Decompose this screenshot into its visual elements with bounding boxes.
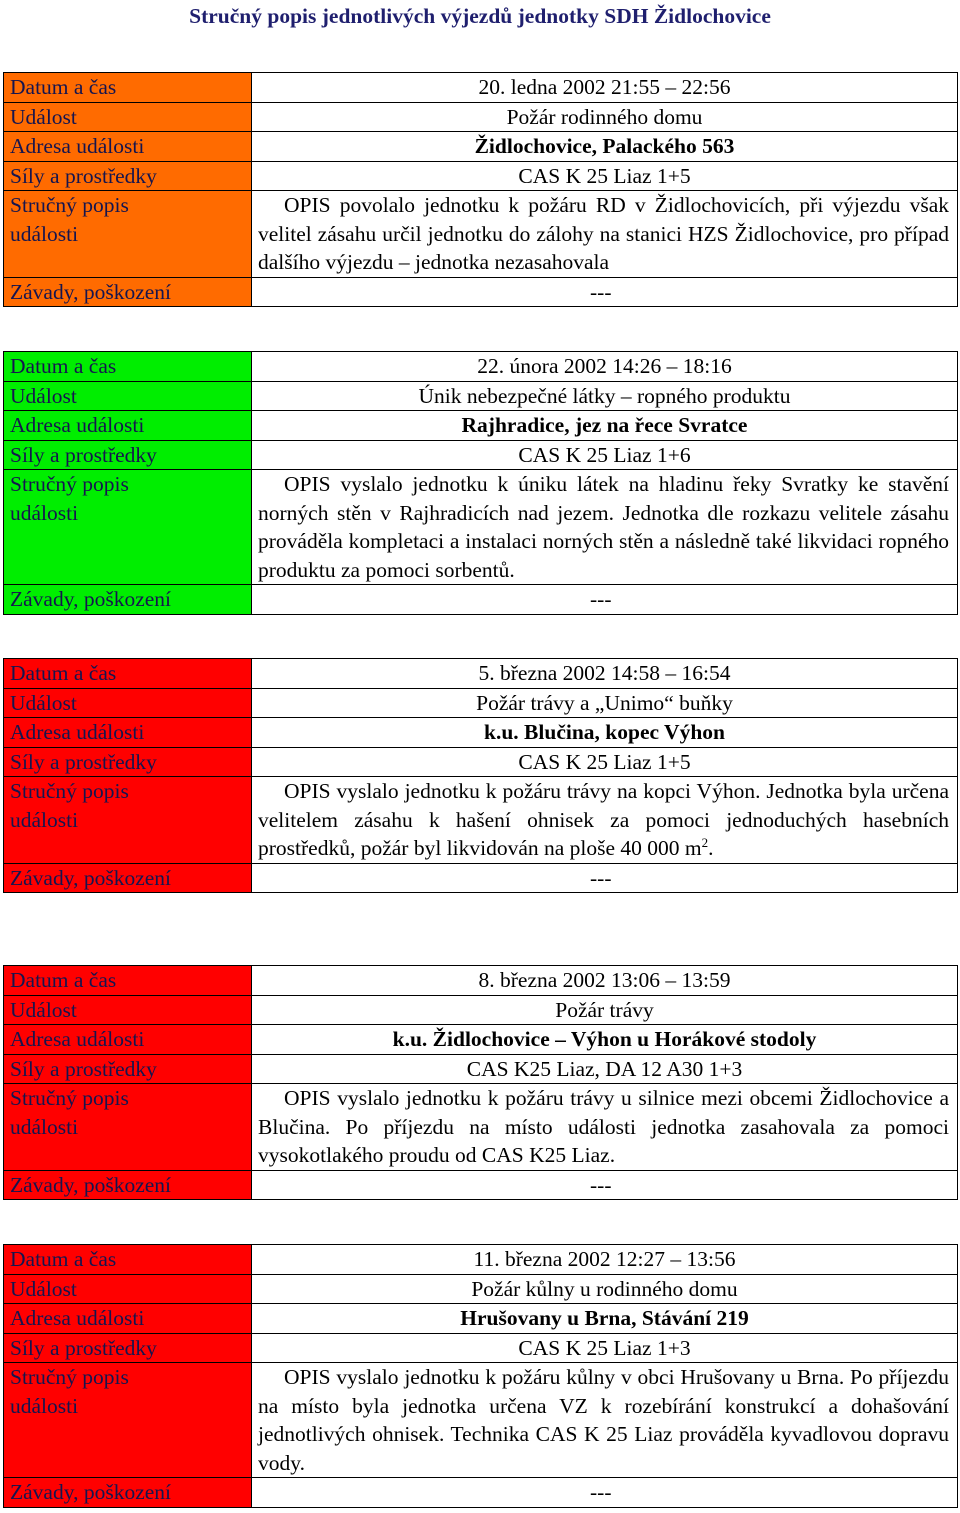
label-zavady: Závady, poškození bbox=[4, 1170, 252, 1200]
row-adresa bbox=[4, 1304, 958, 1334]
row-adresa bbox=[4, 132, 958, 162]
label-popis bbox=[4, 1363, 252, 1478]
label-popis bbox=[4, 1084, 252, 1171]
value-udalost: Požár kůlny u rodinného domu bbox=[252, 1274, 958, 1304]
value-zavady: --- bbox=[252, 585, 958, 615]
row-popis bbox=[4, 777, 958, 864]
label-sily: Síly a prostředky bbox=[4, 161, 252, 191]
popis-text: OPIS vyslalo jednotku k požáru trávy na kopci Výhon. Jednotka byla určena velitelem zásahu k hašení ohnisek za pomoci jednoduchých hasebních prostředků, požár byl likvidován na ploše 40 000 m bbox=[258, 779, 949, 860]
label-udalost: Událost bbox=[4, 1274, 252, 1304]
label-udalost: Událost bbox=[4, 381, 252, 411]
value-popis bbox=[252, 1363, 958, 1478]
row-zavady bbox=[4, 1170, 958, 1200]
value-datum: 20. ledna 2002 21:55 – 22:56 bbox=[252, 73, 958, 103]
callout-record-table bbox=[3, 965, 958, 1200]
value-udalost: Požár rodinného domu bbox=[252, 102, 958, 132]
row-popis bbox=[4, 1084, 958, 1171]
row-zavady bbox=[4, 277, 958, 307]
popis-text: OPIS povolalo jednotku k požáru RD v Židlochovicích, při výjezdu však velitel zásahu určil jednotku do zálohy na stanici HZS Židlochovice, pro případ dalšího výjezdu – jednotka nezasahovala bbox=[258, 193, 949, 274]
row-zavady bbox=[4, 863, 958, 893]
row-zavady bbox=[4, 1478, 958, 1508]
row-sily bbox=[4, 161, 958, 191]
label-sily: Síly a prostředky bbox=[4, 1333, 252, 1363]
value-adresa: Židlochovice, Palackého 563 bbox=[252, 132, 958, 162]
label-popis-line2: události bbox=[10, 221, 79, 246]
value-adresa: k.u. Blučina, kopec Výhon bbox=[252, 718, 958, 748]
row-udalost bbox=[4, 688, 958, 718]
row-adresa bbox=[4, 411, 958, 441]
label-popis bbox=[4, 777, 252, 864]
label-adresa: Adresa události bbox=[4, 1025, 252, 1055]
row-udalost bbox=[4, 381, 958, 411]
value-udalost: Požár trávy a „Unimo“ buňky bbox=[252, 688, 958, 718]
value-sily: CAS K 25 Liaz 1+5 bbox=[252, 747, 958, 777]
row-adresa bbox=[4, 1025, 958, 1055]
row-adresa bbox=[4, 718, 958, 748]
row-datum bbox=[4, 966, 958, 996]
row-sily bbox=[4, 440, 958, 470]
label-zavady: Závady, poškození bbox=[4, 277, 252, 307]
row-udalost bbox=[4, 102, 958, 132]
label-adresa: Adresa události bbox=[4, 1304, 252, 1334]
row-datum bbox=[4, 73, 958, 103]
value-adresa: k.u. Židlochovice – Výhon u Horákové stodoly bbox=[252, 1025, 958, 1055]
row-popis bbox=[4, 470, 958, 585]
label-sily: Síly a prostředky bbox=[4, 1054, 252, 1084]
popis-text-wrap bbox=[258, 777, 949, 863]
value-zavady: --- bbox=[252, 863, 958, 893]
value-zavady: --- bbox=[252, 1170, 958, 1200]
row-datum bbox=[4, 1245, 958, 1275]
row-sily bbox=[4, 1054, 958, 1084]
label-zavady: Závady, poškození bbox=[4, 585, 252, 615]
label-datum: Datum a čas bbox=[4, 966, 252, 996]
label-udalost: Událost bbox=[4, 688, 252, 718]
value-sily: CAS K 25 Liaz 1+6 bbox=[252, 440, 958, 470]
row-sily bbox=[4, 747, 958, 777]
label-sily: Síly a prostředky bbox=[4, 747, 252, 777]
value-popis bbox=[252, 470, 958, 585]
label-popis-line2: události bbox=[10, 1114, 79, 1139]
callout-record-table bbox=[3, 658, 958, 893]
value-adresa: Hrušovany u Brna, Stávání 219 bbox=[252, 1304, 958, 1334]
value-datum: 11. března 2002 12:27 – 13:56 bbox=[252, 1245, 958, 1275]
value-udalost: Požár trávy bbox=[252, 995, 958, 1025]
value-popis bbox=[252, 191, 958, 278]
label-zavady: Závady, poškození bbox=[4, 863, 252, 893]
label-popis bbox=[4, 191, 252, 278]
label-datum: Datum a čas bbox=[4, 73, 252, 103]
label-popis-line2: události bbox=[10, 500, 79, 525]
popis-text-end: . bbox=[708, 836, 714, 860]
callout-record-table bbox=[3, 351, 958, 615]
popis-text: OPIS vyslalo jednotku k požáru trávy u silnice mezi obcemi Židlochovice a Blučina. Po příjezdu na místo události jednotka zasahovala za pomoci vysokotlakého proudu od CAS K25 Liaz. bbox=[258, 1086, 949, 1167]
label-udalost: Událost bbox=[4, 102, 252, 132]
value-sily: CAS K 25 Liaz 1+3 bbox=[252, 1333, 958, 1363]
label-popis-line1: Stručný popis bbox=[10, 193, 129, 217]
value-zavady: --- bbox=[252, 277, 958, 307]
row-popis bbox=[4, 191, 958, 278]
document-title: Stručný popis jednotlivých výjezdů jednotky SDH Židlochovice bbox=[189, 4, 771, 28]
label-popis-line1: Stručný popis bbox=[10, 472, 129, 496]
value-datum: 5. března 2002 14:58 – 16:54 bbox=[252, 659, 958, 689]
label-datum: Datum a čas bbox=[4, 1245, 252, 1275]
label-datum: Datum a čas bbox=[4, 659, 252, 689]
row-sily bbox=[4, 1333, 958, 1363]
label-popis-line2: události bbox=[10, 807, 79, 832]
label-popis-line1: Stručný popis bbox=[10, 779, 129, 803]
label-adresa: Adresa události bbox=[4, 132, 252, 162]
popis-text: OPIS vyslalo jednotku k úniku látek na hladinu řeky Svratky ke stavění norných stěn v Rajhradicích nad jezem. Jednotka dle rozkazu velitele zásahu prováděla kompletaci a instalaci norných stěn a následně také likvidaci ropného produktu za pomoci sorbentů. bbox=[258, 472, 949, 582]
label-adresa: Adresa události bbox=[4, 718, 252, 748]
value-sily: CAS K25 Liaz, DA 12 A30 1+3 bbox=[252, 1054, 958, 1084]
value-udalost: Únik nebezpečné látky – ropného produktu bbox=[252, 381, 958, 411]
callout-record-table bbox=[3, 72, 958, 307]
label-popis-line1: Stručný popis bbox=[10, 1365, 129, 1389]
row-udalost bbox=[4, 1274, 958, 1304]
label-udalost: Událost bbox=[4, 995, 252, 1025]
label-zavady: Závady, poškození bbox=[4, 1478, 252, 1508]
popis-text: OPIS vyslalo jednotku k požáru kůlny v obci Hrušovany u Brna. Po příjezdu na místo byla jednotka určena VZ k rozebírání konstrukcí a dohašování jednotlivých ohnisek. Technika CAS K 25 Liaz prováděla kyvadlovou dopravu vody. bbox=[258, 1365, 949, 1475]
callout-record-table bbox=[3, 1244, 958, 1508]
row-zavady bbox=[4, 585, 958, 615]
label-popis-line2: události bbox=[10, 1393, 79, 1418]
label-adresa: Adresa události bbox=[4, 411, 252, 441]
label-popis bbox=[4, 470, 252, 585]
value-sily: CAS K 25 Liaz 1+5 bbox=[252, 161, 958, 191]
value-popis bbox=[252, 1084, 958, 1171]
value-popis bbox=[252, 777, 958, 864]
value-datum: 8. března 2002 13:06 – 13:59 bbox=[252, 966, 958, 996]
label-sily: Síly a prostředky bbox=[4, 440, 252, 470]
label-datum: Datum a čas bbox=[4, 352, 252, 382]
row-popis bbox=[4, 1363, 958, 1478]
value-zavady: --- bbox=[252, 1478, 958, 1508]
row-datum bbox=[4, 352, 958, 382]
popis-superscript: 2 bbox=[701, 834, 709, 850]
value-datum: 22. února 2002 14:26 – 18:16 bbox=[252, 352, 958, 382]
value-adresa: Rajhradice, jez na řece Svratce bbox=[252, 411, 958, 441]
row-datum bbox=[4, 659, 958, 689]
row-udalost bbox=[4, 995, 958, 1025]
label-popis-line1: Stručný popis bbox=[10, 1086, 129, 1110]
